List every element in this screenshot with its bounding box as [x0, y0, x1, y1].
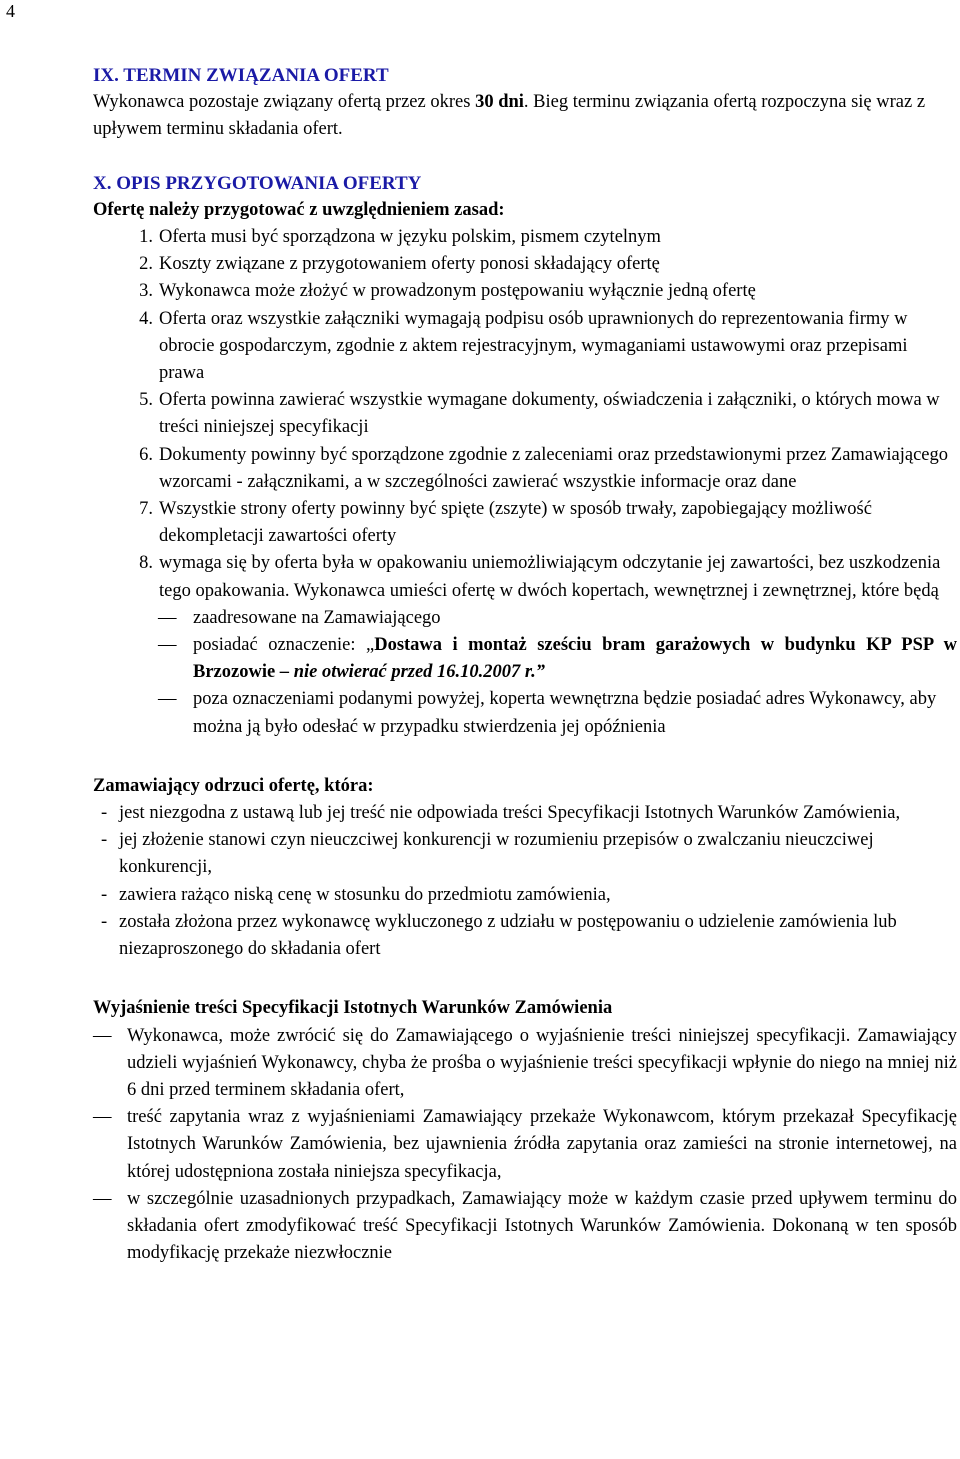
section-10-heading: X. OPIS PRZYGOTOWANIA OFERTY — [93, 172, 422, 194]
clarification-heading: Wyjaśnienie treści Specyfikacji Istotnych Warunków Zamówienia — [93, 998, 613, 1019]
list-item — [93, 278, 957, 305]
section-9-text — [93, 89, 957, 143]
section-9-heading: IX. TERMIN ZWIĄZANIA OFERT — [93, 65, 389, 86]
validity-period: 30 dni — [475, 92, 524, 113]
hyphen-bullet: - — [101, 911, 108, 932]
item-number: 8. — [139, 553, 153, 574]
item-text: Oferta powinna zawierać wszystkie wymagane dokumenty, oświadczenia i załączniki, o których mowa w treści niniejszej specyfikacji — [159, 390, 940, 438]
item-number: 5. — [139, 390, 153, 411]
list-item — [93, 496, 957, 550]
item-number: 6. — [139, 444, 153, 465]
item-text: zawiera rażąco niską cenę w stosunku do przedmiotu zamówienia, — [119, 884, 611, 905]
item-text: Dokumenty powinny być sporządzone zgodnie z zaleceniami oraz przedstawionymi przez Zamawiającego wzorcami - załącznikami, a w szczególności zawierać wszystkie informacje oraz dane — [159, 444, 949, 492]
item-text: wymaga się by oferta była w opakowaniu uniemożliwiającym odczytanie jej zawartości, bez uszkodzenia tego opakowania. Wykonawca umieści ofertę w dwóch kopertach, wewnętrznej i zewnętrznej, które będą — [159, 553, 941, 601]
list-item — [93, 909, 957, 963]
rejection-heading: Zamawiający odrzuci ofertę, która: — [93, 775, 374, 796]
section-9-text-a: Wykonawca pozostaje związany ofertą przez okres — [93, 92, 476, 113]
item-text: Oferta oraz wszystkie załączniki wymagają podpisu osób uprawnionych do reprezentowania firmy w obrocie gospodarczym, zgodnie z aktem rejestracyjnym, wymaganiami ustawowymi oraz przepisami prawa — [159, 308, 908, 384]
item-number: 3. — [139, 281, 153, 302]
list-item — [93, 1186, 957, 1268]
item-text: treść zapytania wraz z wyjaśnieniami Zamawiający przekaże Wykonawcom, którym przekazał Specyfikację Istotnych Warunków Zamówienia, bez ujawnienia źródła zapytania oraz zamieści na stronie internetowej, na której udostępniona została niniejsza specyfikacja, — [127, 1107, 957, 1182]
list-item — [93, 632, 957, 686]
list-item — [93, 1104, 957, 1186]
dash-bullet: — — [93, 1025, 112, 1046]
item-text-a: posiadać oznaczenie: „ — [193, 635, 375, 656]
item-number: 7. — [139, 499, 153, 520]
dash-bullet: — — [93, 1188, 112, 1209]
list-item — [93, 800, 957, 827]
item-text: została złożona przez wykonawcę wykluczonego z udziału w postępowaniu o udzielenie zamówienia lub niezaproszonego do składania ofert — [119, 911, 897, 960]
item-text: Oferta musi być sporządzona w języku polskim, pismem czytelnym — [159, 227, 661, 248]
dash-bullet: — — [158, 607, 177, 628]
document-body — [93, 62, 957, 1267]
hyphen-bullet: - — [101, 803, 108, 824]
do-not-open-date: nie otwierać przed 16.10.2007 r. — [293, 662, 536, 683]
dash-bullet: — — [93, 1107, 112, 1128]
item-text: Wszystkie strony oferty powinny być spięte (zszyte) w sposób trwały, zapobiegający możliwość dekompletacji zawartości oferty — [159, 499, 872, 547]
list-item — [93, 605, 957, 632]
list-item — [93, 442, 957, 496]
closing-quote: ” — [535, 662, 545, 683]
preparation-rules-list — [93, 224, 957, 605]
list-item — [93, 550, 957, 604]
list-item — [93, 224, 957, 251]
list-item — [93, 827, 957, 881]
list-item — [93, 882, 957, 909]
item-text: Wykonawca, może zwrócić się do Zamawiającego o wyjaśnienie treści niniejszej specyfikacji. Zamawiający udzieli wyjaśnień Wykonawcy, chyba że prośba o wyjaśnienie treści specyfikacji wpłynie do niego na mniej niż 6 dni przed terminem składania ofert, — [127, 1025, 957, 1100]
item-number: 2. — [139, 254, 153, 275]
item-number: 1. — [139, 227, 153, 248]
dash-bullet: — — [158, 689, 177, 710]
item-text: Koszty związane z przygotowaniem oferty ponosi składający ofertę — [159, 254, 660, 275]
list-item — [93, 1023, 957, 1105]
list-item — [93, 686, 957, 740]
dash-bullet: — — [158, 635, 177, 656]
hyphen-bullet: - — [101, 884, 108, 905]
item-text: jej złożenie stanowi czyn nieuczciwej konkurencji w rozumieniu przepisów o zwalczaniu nieuczciwej konkurencji, — [119, 830, 874, 878]
clarification-list — [93, 1023, 957, 1268]
item-number: 4. — [139, 308, 153, 329]
item-text: w szczególnie uzasadnionych przypadkach, Zamawiający może w każdym czasie przed upływem terminu do składania ofert zmodyfikować treść Specyfikacji Istotnych Warunków Zamówienia. Dokonaną w ten sposób modyfikację przekaże niezwłocznie — [127, 1188, 957, 1264]
item-text: zaadresowane na Zamawiającego — [193, 607, 441, 628]
section-10-intro: Ofertę należy przygotować z uwzględnieniem zasad: — [93, 199, 505, 220]
section-9-text-b: . Bieg terminu związania ofertą rozpoczyna się wraz z upływem terminu składania ofert. — [93, 92, 926, 140]
item-text: jest niezgodna z ustawą lub jej treść nie odpowiada treści Specyfikacji Istotnych Warunków Zamówienia, — [119, 803, 901, 824]
item-text: Wykonawca może złożyć w prowadzonym postępowaniu wyłącznie jedną ofertę — [159, 281, 756, 302]
envelope-label: Dostawa i montaż sześciu bram garażowych w budynku KP PSP w Brzozowie – — [193, 635, 957, 683]
item-text: poza oznaczeniami podanymi powyżej, koperta wewnętrzna będzie posiadać adres Wykonawcy, aby można ją było odesłać w przypadku stwierdzenia jej opóźnienia — [193, 689, 937, 737]
page-number: 4 — [6, 1, 15, 21]
rejection-list — [93, 800, 957, 963]
list-item — [93, 306, 957, 388]
list-item — [93, 251, 957, 278]
hyphen-bullet: - — [101, 830, 108, 851]
envelope-requirements-list — [93, 605, 957, 741]
list-item — [93, 387, 957, 441]
